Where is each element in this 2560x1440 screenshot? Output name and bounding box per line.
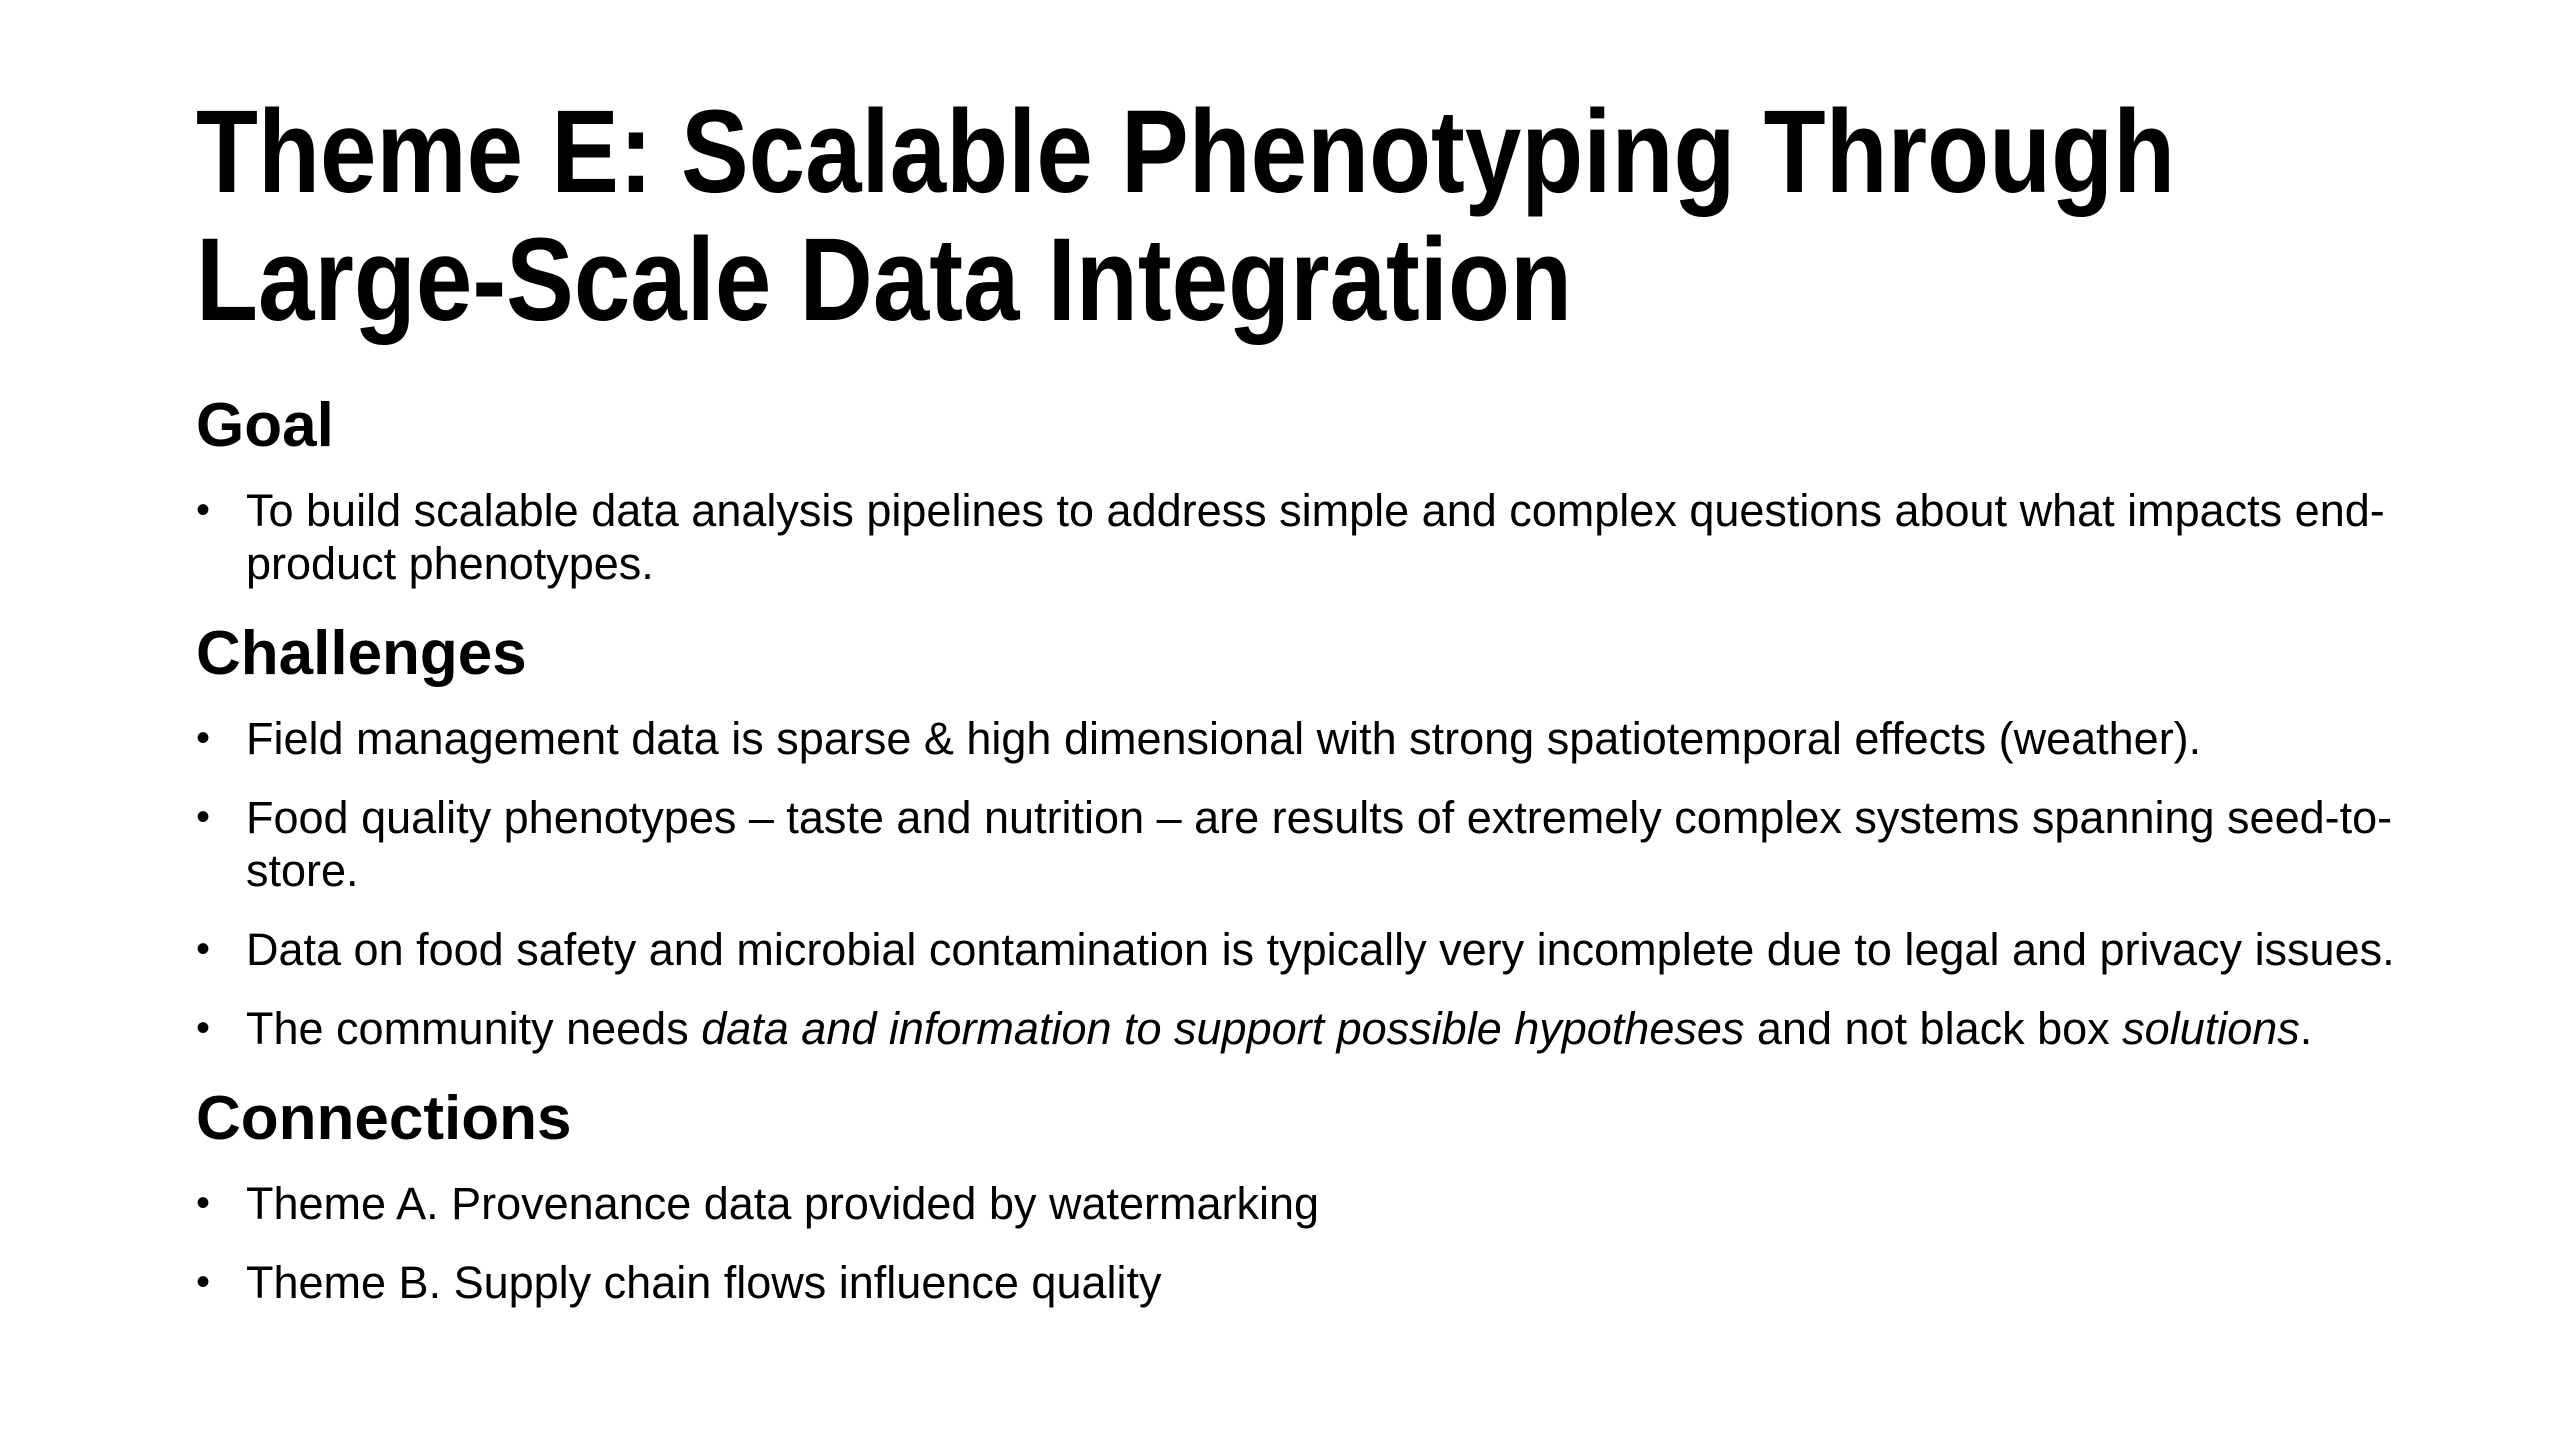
slide-content (196, 388, 2436, 1309)
goal-item (196, 484, 2436, 590)
challenge-item (196, 712, 2436, 765)
goal-list (196, 484, 2436, 590)
challenge-text-part: and not black box (1744, 1003, 2123, 1054)
connection-item (196, 1256, 2436, 1309)
challenges-heading: Challenges (196, 619, 527, 688)
challenge-item-text: Data on food safety and microbial contamination is typically very incomplete due to legal and privacy issues. (246, 924, 2395, 975)
connection-item (196, 1177, 2436, 1230)
challenge-item-text (246, 1002, 2436, 1055)
challenge-text-part: The community needs (246, 1003, 702, 1054)
slide-title-line-1: Theme E: Scalable Phenotyping Through (196, 86, 2176, 218)
bullet-icon: • (196, 488, 211, 532)
challenge-text-emphasis: solutions (2122, 1003, 2300, 1054)
goal-heading: Goal (196, 391, 334, 460)
connection-item-text: Theme A. Provenance data provided by watermarking (246, 1178, 1320, 1229)
challenge-item (196, 1002, 2436, 1055)
challenge-item-text: Food quality phenotypes – taste and nutrition – are results of extremely complex systems spanning seed-to-store. (246, 792, 2393, 896)
bullet-icon: • (196, 1260, 211, 1304)
connections-list (196, 1177, 2436, 1309)
challenge-item (196, 923, 2436, 976)
bullet-icon: • (196, 795, 211, 839)
bullet-icon: • (196, 1181, 211, 1225)
bullet-icon: • (196, 927, 211, 971)
connection-item-text: Theme B. Supply chain flows influence quality (246, 1257, 1162, 1308)
bullet-icon: • (196, 1006, 211, 1050)
challenge-text-emphasis: data and information to support possible hypotheses (701, 1003, 1745, 1054)
challenge-item-text: Field management data is sparse & high dimensional with strong spatiotemporal effects (weather). (246, 713, 2202, 764)
challenge-text-part: . (2299, 1003, 2313, 1054)
connections-heading: Connections (196, 1084, 572, 1153)
challenges-list (196, 712, 2436, 1055)
slide-title (196, 86, 2176, 346)
goal-item-text: To build scalable data analysis pipelines to address simple and complex questions about what impacts end-product phenotypes. (246, 485, 2385, 589)
challenge-item (196, 791, 2436, 897)
bullet-icon: • (196, 716, 211, 760)
slide-title-line-2: Large-Scale Data Integration (196, 214, 1572, 346)
